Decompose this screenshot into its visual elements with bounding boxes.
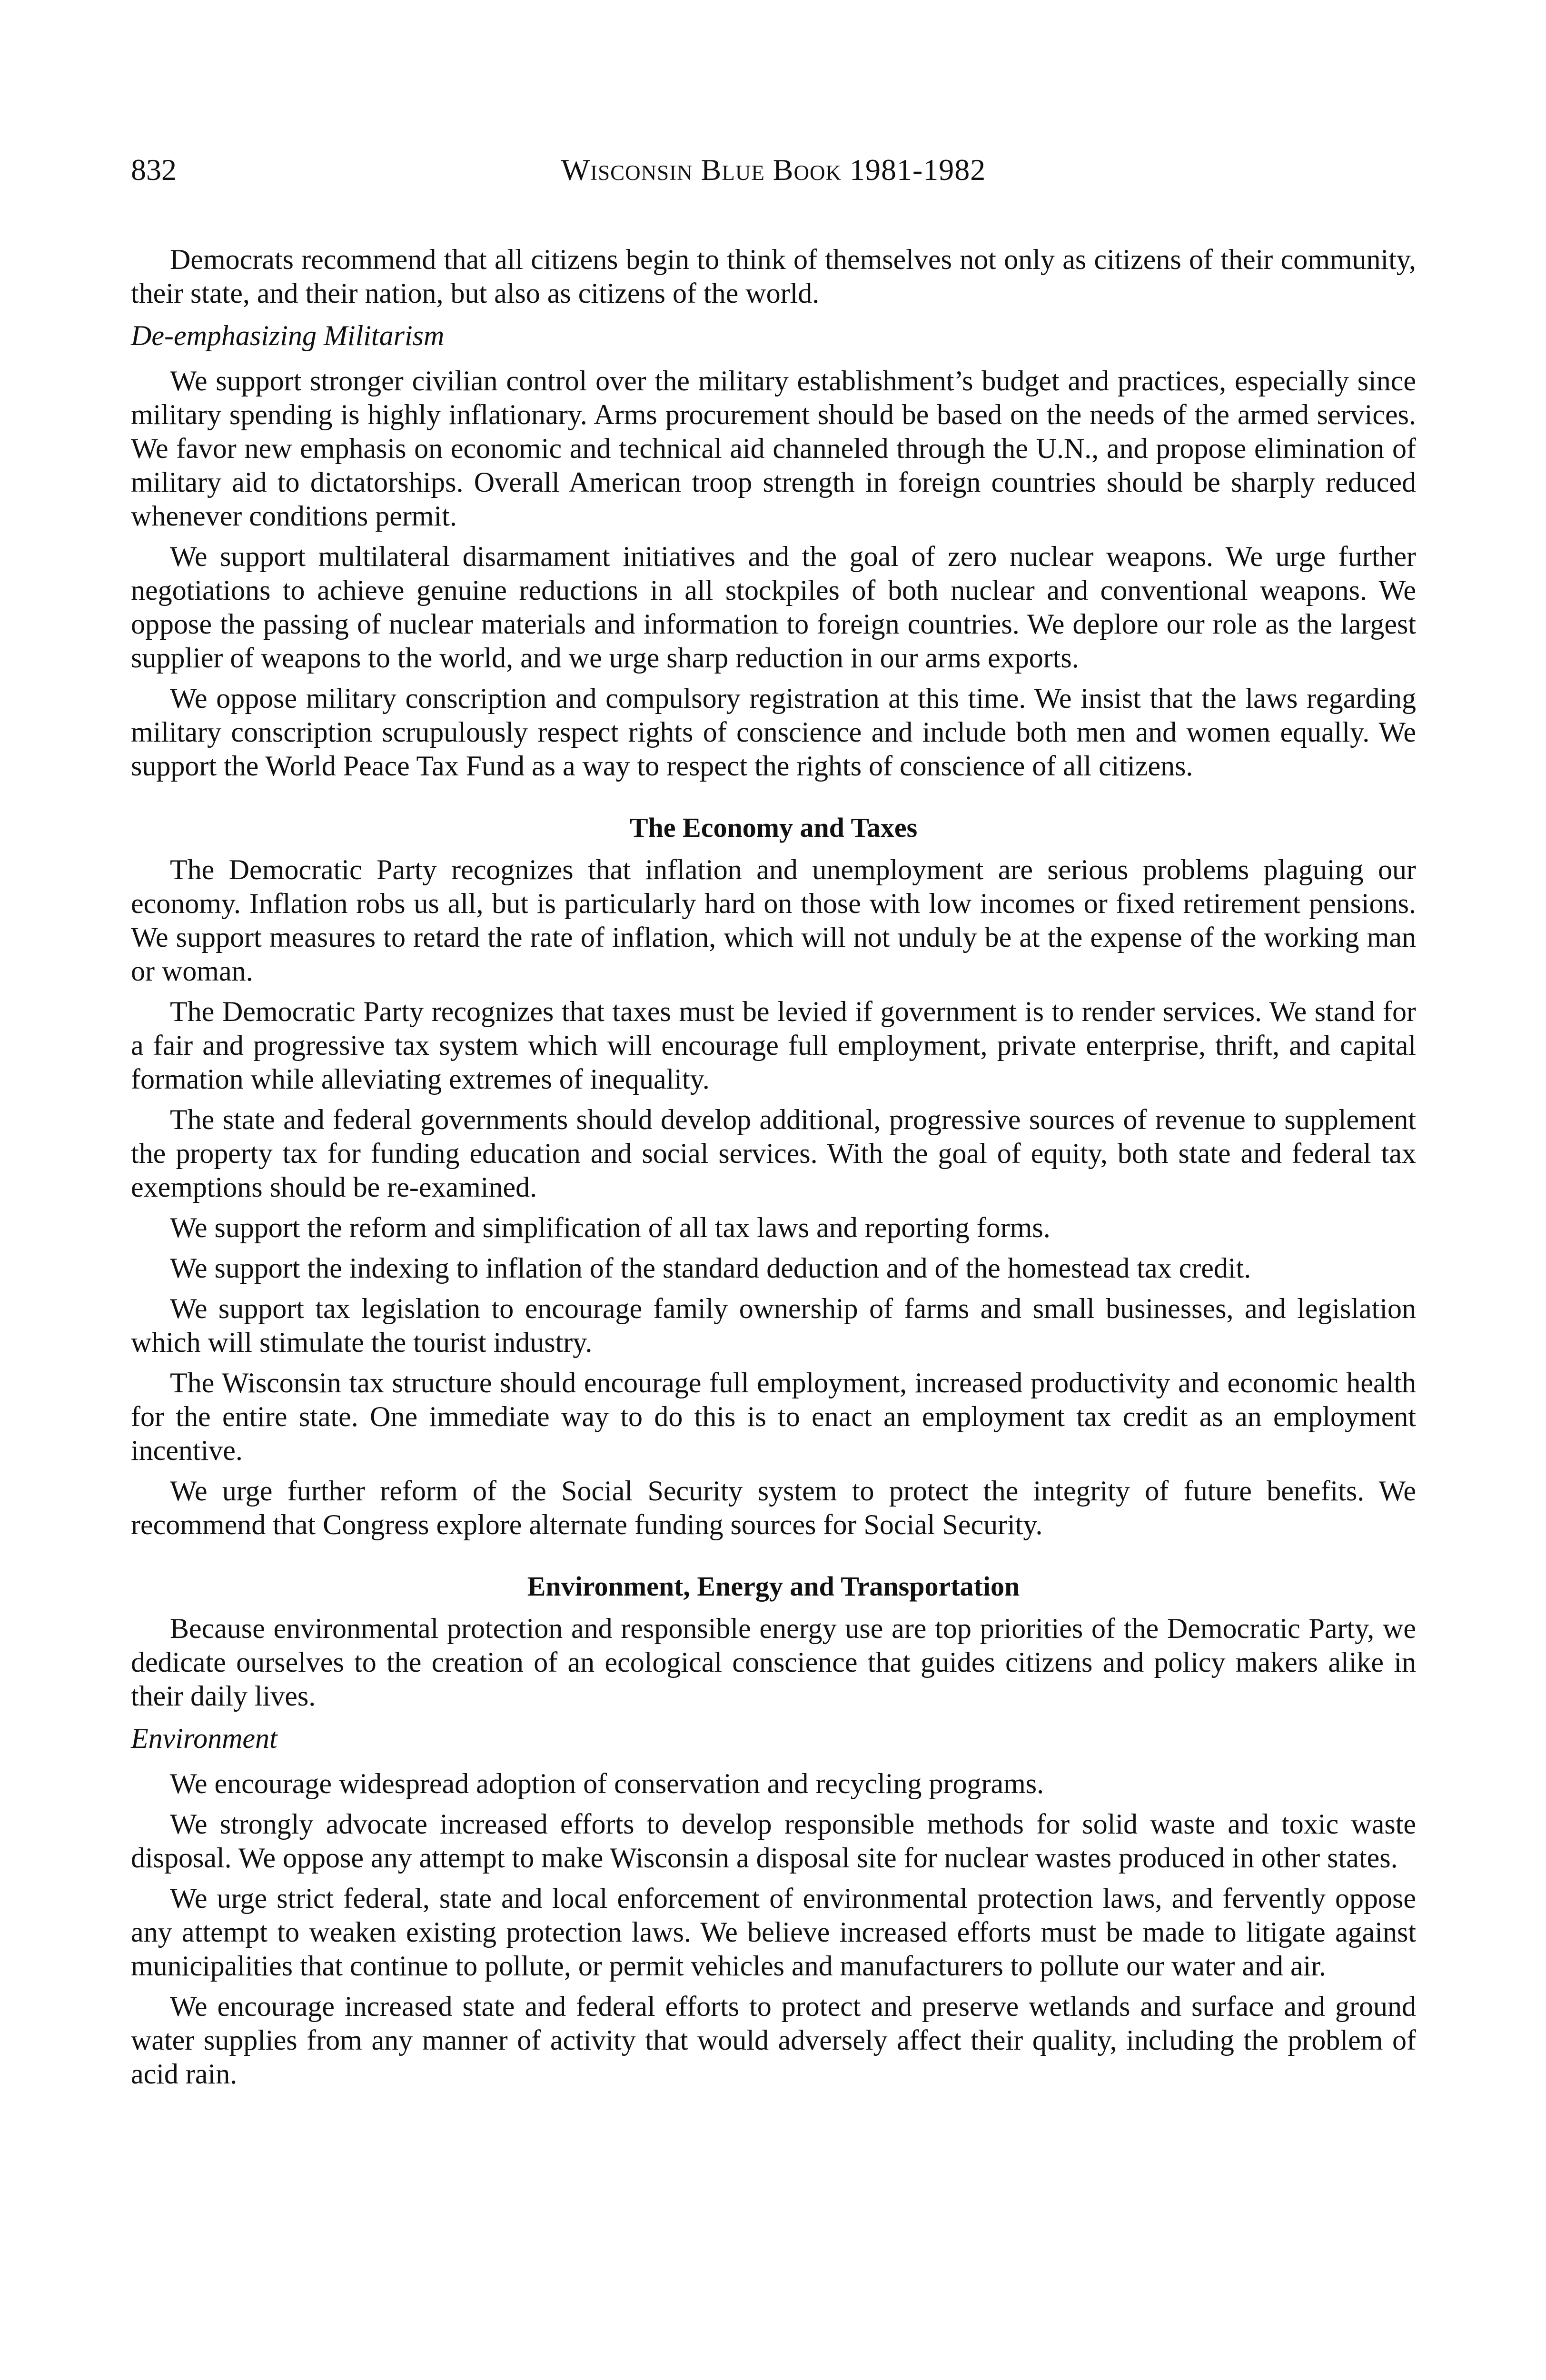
paragraph: We support stronger civilian control over the military establishment’s budget and practices, especially since military spending is highly inflationary. Arms procurement should be based on the needs of the armed services. We favor new emphasis on economic and technical aid channeled through the U.N., and propose elimination of military aid to dictatorships. Overall American troop strength in foreign countries should be sharply reduced whenever conditions permit.: [131, 365, 1416, 532]
document-page: [131, 152, 1416, 2091]
page-number: 832: [131, 153, 177, 187]
paragraph: We encourage widespread adoption of conservation and recycling programs.: [170, 1768, 1044, 1799]
paragraph: The Democratic Party recognizes that inflation and unemployment are serious problems plaguing our economy. Inflation robs us all, but is particularly hard on those with low incomes or fixed retirement pensions. We support measures to retard the rate of inflation, which will not unduly be at the expense of the working man or woman.: [131, 854, 1416, 987]
paragraph: We support tax legislation to encourage family ownership of farms and small businesses, and legislation which will stimulate the tourist industry.: [131, 1293, 1416, 1358]
paragraph: The Wisconsin tax structure should encourage full employment, increased productivity and economic health for the entire state. One immediate way to do this is to enact an employment tax credit as an employment incentive.: [131, 1367, 1416, 1466]
paragraph: We urge further reform of the Social Security system to protect the integrity of future benefits. We recommend that Congress explore alternate funding sources for Social Security.: [131, 1475, 1416, 1540]
paragraph: The Democratic Party recognizes that taxes must be levied if government is to render services. We stand for a fair and progressive tax system which will encourage full employment, private enterprise, thrift, and capital formation while alleviating extremes of inequality.: [131, 996, 1416, 1095]
paragraph: The state and federal governments should develop additional, progressive sources of revenue to supplement the property tax for funding education and social services. With the goal of equity, both state and federal tax exemptions should be re-examined.: [131, 1104, 1416, 1203]
paragraph: We encourage increased state and federal efforts to protect and preserve wetlands and surface and ground water supplies from any manner of activity that would adversely affect their quality, including the problem of acid rain.: [131, 1991, 1416, 2090]
paragraph: We strongly advocate increased efforts to develop responsible methods for solid waste and toxic waste disposal. We oppose any attempt to make Wisconsin a disposal site for nuclear wastes produced in other states.: [131, 1808, 1416, 1874]
paragraph: We urge strict federal, state and local enforcement of environmental protection laws, and fervently oppose any attempt to weaken existing protection laws. We believe increased efforts must be made to litigate against municipalities that continue to pollute, or permit vehicles and manufacturers to pollute our water and air.: [131, 1883, 1416, 1982]
running-title: Wisconsin Blue Book 1981-1982: [561, 153, 986, 187]
section-heading-environment-energy: Environment, Energy and Transportation: [527, 1571, 1020, 1602]
section-heading-economy: The Economy and Taxes: [629, 812, 918, 843]
subheading-militarism: De-emphasizing Militarism: [131, 320, 445, 351]
paragraph: We support multilateral disarmament initiatives and the goal of zero nuclear weapons. We urge further negotiations to achieve genuine reductions in all stockpiles of both nuclear and conventional weapons. We oppose the passing of nuclear materials and information to foreign countries. We deplore our role as the largest supplier of weapons to the world, and we urge sharp reduction in our arms exports.: [131, 541, 1416, 674]
subheading-environment: Environment: [131, 1723, 277, 1754]
paragraph: Because environmental protection and responsible energy use are top priorities of the Democratic Party, we dedicate ourselves to the creation of an ecological conscience that guides citizens and policy makers alike in their daily lives.: [131, 1613, 1416, 1712]
paragraph: We support the indexing to inflation of the standard deduction and of the homestead tax credit.: [170, 1252, 1251, 1284]
paragraph: Democrats recommend that all citizens begin to think of themselves not only as citizens of their community, their state, and their nation, but also as citizens of the world.: [131, 244, 1416, 309]
paragraph: We oppose military conscription and compulsory registration at this time. We insist that the laws regarding military conscription scrupulously respect rights of conscience and include both men and women equally. We support the World Peace Tax Fund as a way to respect the rights of conscience of all citizens.: [131, 683, 1416, 782]
paragraph: We support the reform and simplification of all tax laws and reporting forms.: [170, 1212, 1050, 1243]
page-header: [131, 152, 1416, 209]
